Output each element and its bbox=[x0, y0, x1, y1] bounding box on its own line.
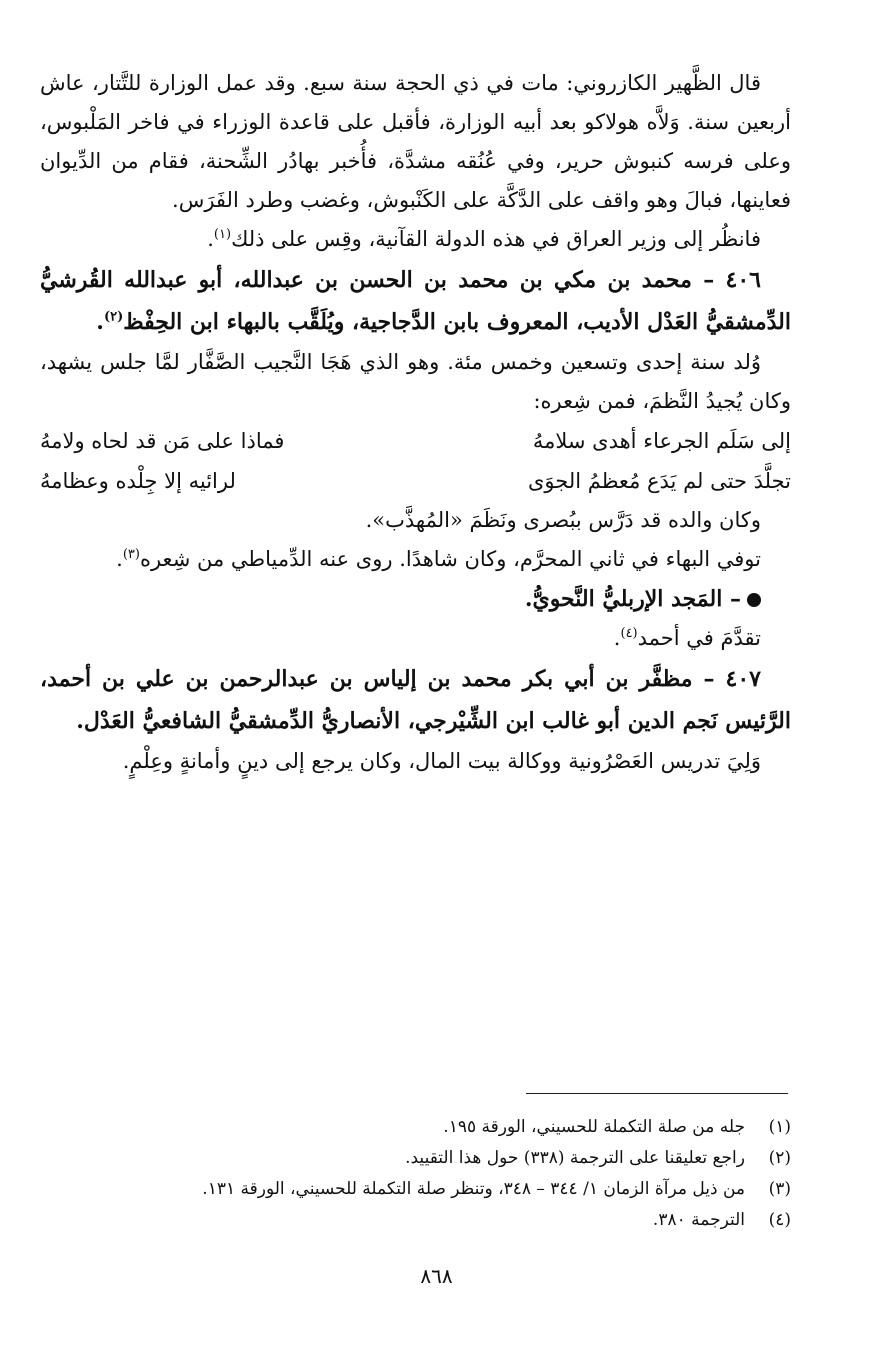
footnote-4-number: (٤) bbox=[768, 1210, 791, 1230]
paragraph-2 bbox=[40, 220, 791, 259]
footnote-3 bbox=[100, 1174, 791, 1205]
majd-note bbox=[40, 619, 791, 658]
verse-line-2 bbox=[40, 461, 791, 501]
footnote-2 bbox=[100, 1143, 791, 1174]
verse-1-second-hemistich: فماذا على مَن قد لحاه ولامهُ bbox=[40, 429, 285, 453]
paragraph-2-text: فانظُر إلى وزير العراق في هذه الدولة القآنية، وقِس على ذلك bbox=[231, 227, 761, 251]
footnote-ref-4[interactable]: (٤) bbox=[620, 626, 638, 641]
paragraph-5-end: . bbox=[116, 547, 123, 571]
entry-406-end: . bbox=[96, 309, 104, 335]
verse-1-first-hemistich: إلى سَلَم الجرعاء أهدى سلامهُ bbox=[532, 429, 791, 453]
paragraph-1: قال الظَّهير الكازروني: مات في ذي الحجة سنة سبع. وقد عمل الوزارة للتَّتار، عاش أربعين سنة. وَلاَّه هولاكو بعد أبيه الوزارة، فأقبل على قاعدة الوزراء في فاخر المَلْبوس، وعلى فرسه كنبوش حرير، وفي عُنُقه مشدَّة، فأُخبر بهادُر الشِّحنة، فقام من الدِّيوان فعاينها، فبالَ وهو واقف على الدَّكَّة على الكَنْبوش، وغضب وطرد الفَرَس. bbox=[40, 71, 791, 212]
paragraph-4: وكان والده قد دَرَّس ببُصرى ونَظَمَ «المُهذَّب». bbox=[365, 508, 761, 532]
verse-2-first-hemistich: تجلَّدَ حتى لم يَدَع مُعظمُ الجوَى bbox=[527, 469, 791, 493]
footnote-4 bbox=[100, 1205, 791, 1236]
majd-heading-text: – المَجد الإربليُّ النَّحويُّ. bbox=[524, 586, 741, 612]
footnotes bbox=[100, 1112, 791, 1236]
page-body bbox=[40, 64, 791, 781]
footnote-ref-3[interactable]: (٣) bbox=[122, 547, 140, 562]
footnote-3-number: (٣) bbox=[768, 1179, 791, 1199]
verse-line-1 bbox=[40, 421, 791, 461]
majd-heading bbox=[40, 579, 791, 619]
footnote-2-text: راجع تعليقنا على الترجمة (٣٣٨) حول هذا التقييد. bbox=[405, 1148, 745, 1168]
footnote-divider bbox=[526, 1093, 788, 1094]
footnote-1 bbox=[100, 1112, 791, 1143]
entry-406-number: ٤٠٦ – bbox=[703, 267, 761, 293]
footnote-3-text: من ذيل مرآة الزمان ١/ ٣٤٤ – ٣٤٨، وتنظر صلة التكملة للحسيني، الورقة ١٣١. bbox=[202, 1179, 745, 1199]
verse-2-second-hemistich: لرائيه إلا جِلْده وعظامهُ bbox=[40, 469, 236, 493]
majd-note-end: . bbox=[613, 626, 621, 650]
paragraph-5-text: توفي البهاء في ثاني المحرَّم، وكان شاهدًا. روى عنه الدِّمياطي من شِعره bbox=[139, 547, 761, 571]
footnote-ref-1[interactable]: (١) bbox=[213, 227, 232, 242]
entry-407 bbox=[40, 658, 791, 742]
page-number: ٨٦٨ bbox=[420, 1264, 453, 1288]
paragraph-2-end: . bbox=[207, 227, 214, 251]
entry-406 bbox=[40, 259, 791, 343]
paragraph-6: وَلِيَ تدريس العَصْرُونية ووكالة بيت المال، وكان يرجع إلى دينٍ وأمانةٍ وعِلْمٍ. bbox=[122, 749, 761, 773]
entry-407-text: مظفَّر بن أبي بكر محمد بن إلياس بن عبدالرحمن بن علي بن أحمد، الرَّئيس نَجم الدين أبو غالب ابن الشِّيْرجي، الأنصاريُّ الدِّمشقيُّ الشافعيُّ العَدْل. bbox=[40, 666, 791, 734]
footnote-ref-2[interactable]: (٢) bbox=[103, 309, 124, 325]
paragraph-5 bbox=[40, 540, 791, 579]
bullet-icon bbox=[747, 593, 761, 607]
footnote-2-number: (٢) bbox=[768, 1148, 791, 1168]
entry-407-number: ٤٠٧ – bbox=[703, 666, 761, 692]
paragraph-3: وُلد سنة إحدى وتسعين وخمس مئة. وهو الذي هَجَا النَّجيب الصَّفَّار لمَّا جلس يشهد، وكان يُجيدُ النَّظمَ، فمن شِعره: bbox=[40, 350, 791, 413]
footnote-1-number: (١) bbox=[768, 1117, 791, 1137]
entry-406-text: محمد بن مكي بن محمد بن الحسن بن عبدالله، أبو عبدالله القُرشيُّ الدِّمشقيُّ العَدْل الأديب، المعروف بابن الدَّجاجية، ويُلَقَّب بالبهاء ابن الحِفْظ bbox=[40, 267, 791, 335]
footnote-1-text: جله من صلة التكملة للحسيني، الورقة ١٩٥. bbox=[443, 1117, 745, 1137]
majd-note-text: تقدَّمَ في أحمد bbox=[637, 626, 761, 650]
footnote-4-text: الترجمة ٣٨٠. bbox=[652, 1210, 745, 1230]
